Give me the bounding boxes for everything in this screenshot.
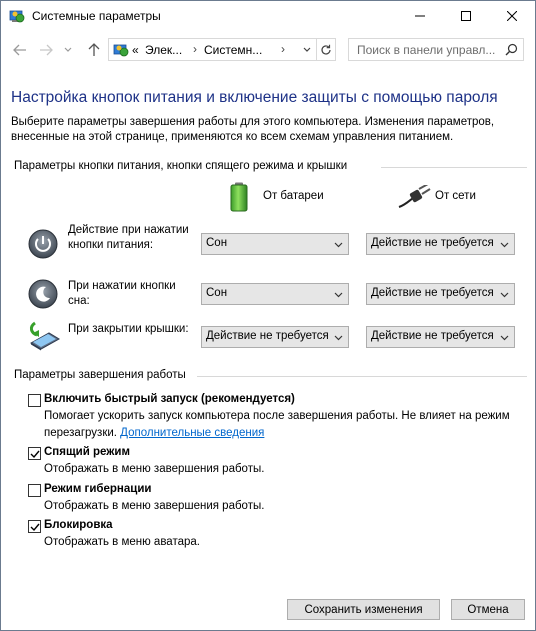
hibernate-checkbox[interactable] [28,484,41,497]
maximize-button[interactable] [443,1,489,31]
sleep-label[interactable]: Спящий режим [44,446,130,458]
select-value: Действие не требуется [371,330,494,342]
select-value: Действие не требуется [206,330,329,342]
power-button-icon [27,228,59,260]
search-icon [505,43,518,56]
chevron-down-icon [303,47,311,53]
search-input[interactable] [348,38,524,61]
chevron-down-icon [334,240,343,249]
breadcrumb-item-system-settings[interactable]: Системн... [204,43,263,57]
select-value: Действие не требуется [371,287,494,299]
title-bar[interactable] [1,1,535,32]
lid-close-ac-select[interactable] [366,326,515,348]
fast-startup-label[interactable]: Включить быстрый запуск (рекомендуется) [44,393,295,405]
up-arrow-icon [88,43,100,57]
chevron-down-icon [64,47,72,53]
page-title: Настройка кнопок питания и включение защиты с помощью пароля [11,89,498,106]
back-button[interactable] [11,41,29,59]
refresh-button[interactable] [316,39,335,60]
refresh-icon [320,44,332,56]
select-value: Сон [206,287,228,299]
fast-startup-description [44,408,514,442]
page-description: Выберите параметры завершения работы для этого компьютера. Изменения параметров, внесенные на этой странице, применяются ко всем схемам управления питанием. [11,116,495,143]
chevron-down-icon [500,333,509,342]
cancel-button[interactable]: Отмена [451,599,525,620]
fast-startup-checkbox[interactable] [28,394,41,407]
chevron-down-icon [500,290,509,299]
close-button[interactable] [489,1,535,31]
breadcrumb-item-power[interactable]: Элек... [145,43,183,57]
minimize-button[interactable] [397,1,443,31]
lock-label[interactable]: Блокировка [44,519,113,531]
sleep-button-ac-select[interactable] [366,283,515,305]
control-panel-icon [9,8,25,24]
fast-startup-description-text: Помогает ускорить запуск компьютера после завершения работы. Не влияет на режим перезагрузки. [44,410,510,439]
shutdown-group-title: Параметры завершения работы [14,369,186,381]
breadcrumb-overflow[interactable]: « [132,43,139,57]
ac-column-header: От сети [435,190,476,202]
checkmark-icon [30,522,40,532]
forward-arrow-icon [39,44,53,56]
power-button-action-label: Действие при нажатии кнопки питания: [68,224,189,251]
more-info-link[interactable]: Дополнительные сведения [120,427,265,439]
save-changes-button[interactable]: Сохранить изменения [287,599,440,620]
power-button-ac-select[interactable] [366,233,515,255]
lock-description: Отображать в меню аватара. [44,536,200,548]
sleep-button-battery-select[interactable] [201,283,349,305]
lock-checkbox[interactable] [28,520,41,533]
select-value: Сон [206,237,228,249]
group-divider [197,376,527,377]
recent-locations-button[interactable] [62,41,74,59]
checkmark-icon [30,449,40,459]
sleep-button-icon [27,278,59,310]
up-button[interactable] [85,41,103,59]
select-value: Действие не требуется [371,237,494,249]
chevron-down-icon [500,240,509,249]
back-arrow-icon [13,44,27,56]
chevron-down-icon [334,333,343,342]
lid-close-action-label: При закрытии крышки: [68,323,189,335]
group-divider [381,167,527,168]
breadcrumb-separator[interactable]: › [193,42,197,56]
minimize-icon [415,11,425,21]
power-button-battery-select[interactable] [201,233,349,255]
breadcrumb-separator[interactable]: › [281,42,285,56]
forward-button[interactable] [37,41,55,59]
power-plug-icon [397,185,431,209]
close-icon [507,11,517,21]
address-history-button[interactable] [299,40,315,59]
battery-column-header: От батареи [263,190,324,202]
search-placeholder: Поиск в панели управл... [357,43,496,57]
battery-icon [230,182,248,212]
control-panel-icon [113,42,129,58]
chevron-down-icon [334,290,343,299]
sleep-button-action-label: При нажатии кнопки сна: [68,280,176,307]
power-buttons-group-title: Параметры кнопки питания, кнопки спящего режима и крышки [14,160,348,172]
address-bar[interactable] [108,38,336,61]
window-title: Системные параметры [32,9,161,23]
hibernate-description: Отображать в меню завершения работы. [44,500,265,512]
lid-close-battery-select[interactable] [201,326,349,348]
laptop-lid-icon [27,319,61,351]
sleep-checkbox[interactable] [28,447,41,460]
maximize-icon [461,11,471,21]
hibernate-label[interactable]: Режим гибернации [44,483,152,495]
sleep-description: Отображать в меню завершения работы. [44,463,265,475]
